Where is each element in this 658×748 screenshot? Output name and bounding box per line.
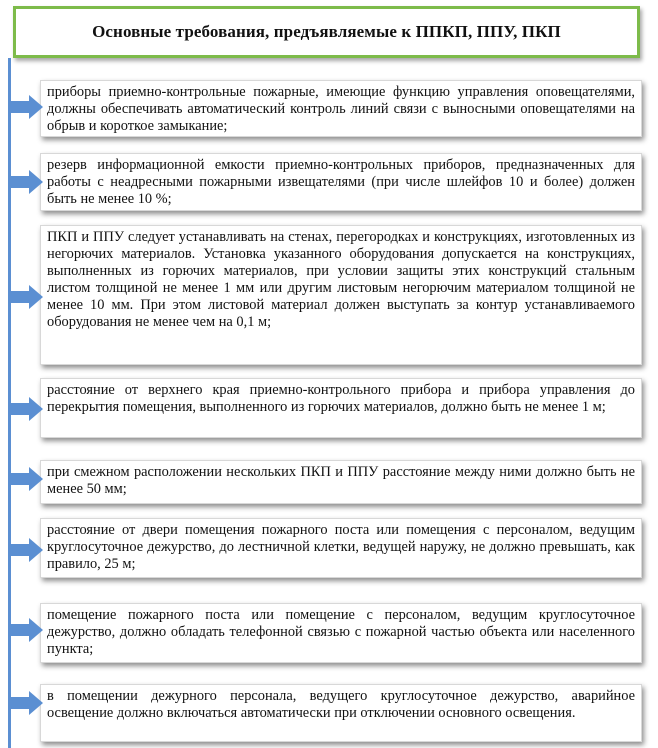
requirement-text-3: ПКП и ППУ следует устанавливать на стенах, перегородках и конструкциях, изготовленных из негорючих материалов. Установка указанного оборудования допускается на конструкциях, выполненных из горючих материалов, при условии защиты этих конструкций стальным листом толщиной не менее 1 мм или другим листовым негорючим материалом толщиной не менее 10 мм. При этом листовой материал должен выступать за контур устанавливаемого оборудования не менее чем на 0,1 м; — [47, 229, 635, 330]
arrow-right-icon — [11, 397, 43, 421]
arrow-right-icon — [11, 467, 43, 491]
requirement-box-1 — [40, 80, 642, 137]
requirement-text-5: при смежном расположении нескольких ПКП и ППУ расстояние между ними должно быть не менее 50 мм; — [47, 464, 635, 497]
requirement-box-2 — [40, 153, 642, 211]
arrow-right-icon — [11, 170, 43, 194]
requirement-text-6: расстояние от двери помещения пожарного поста или помещения с персоналом, ведущим круглосуточное дежурство, до лестничной клетки, ведущей наружу, не должно превышать, как правило, 25 м; — [47, 522, 635, 572]
requirement-box-8 — [40, 684, 642, 742]
arrow-right-icon — [11, 285, 43, 309]
requirement-box-4 — [40, 378, 642, 438]
requirement-text-1: приборы приемно-контрольные пожарные, имеющие функцию управления оповещателями, должны обеспечивать автоматический контроль линий связи с выносными оповещателями на обрыв и короткое замыкание; — [47, 84, 635, 134]
title-box — [13, 6, 640, 58]
requirement-text-7: помещение пожарного поста или помещение с персоналом, ведущим круглосуточное дежурство, должно обладать телефонной связью с пожарной частью объекта или населенного пункта; — [47, 607, 635, 657]
requirement-text-2: резерв информационной емкости приемно-контрольных приборов, предназначенных для работы с неадресными пожарными извещателями (при числе шлейфов 10 и более) должен быть не менее 10 %; — [47, 157, 635, 207]
arrow-right-icon — [11, 618, 43, 642]
requirement-box-7 — [40, 603, 642, 663]
diagram-title: Основные требования, предъявляемые к ППКП, ППУ, ПКП — [92, 22, 561, 41]
requirement-text-4: расстояние от верхнего края приемно-контрольного прибора и прибора управления до перекрытия помещения, выполненного из горючих материалов, должно быть не менее 1 м; — [47, 382, 635, 415]
arrow-right-icon — [11, 95, 43, 119]
requirement-box-6 — [40, 518, 642, 578]
requirement-box-3 — [40, 225, 642, 365]
arrow-right-icon — [11, 691, 43, 715]
arrow-right-icon — [11, 538, 43, 562]
requirement-text-8: в помещении дежурного персонала, ведущего круглосуточное дежурство, аварийное освещение должно включаться автоматически при отключении основного освещения. — [47, 688, 635, 721]
requirement-box-5 — [40, 460, 642, 504]
